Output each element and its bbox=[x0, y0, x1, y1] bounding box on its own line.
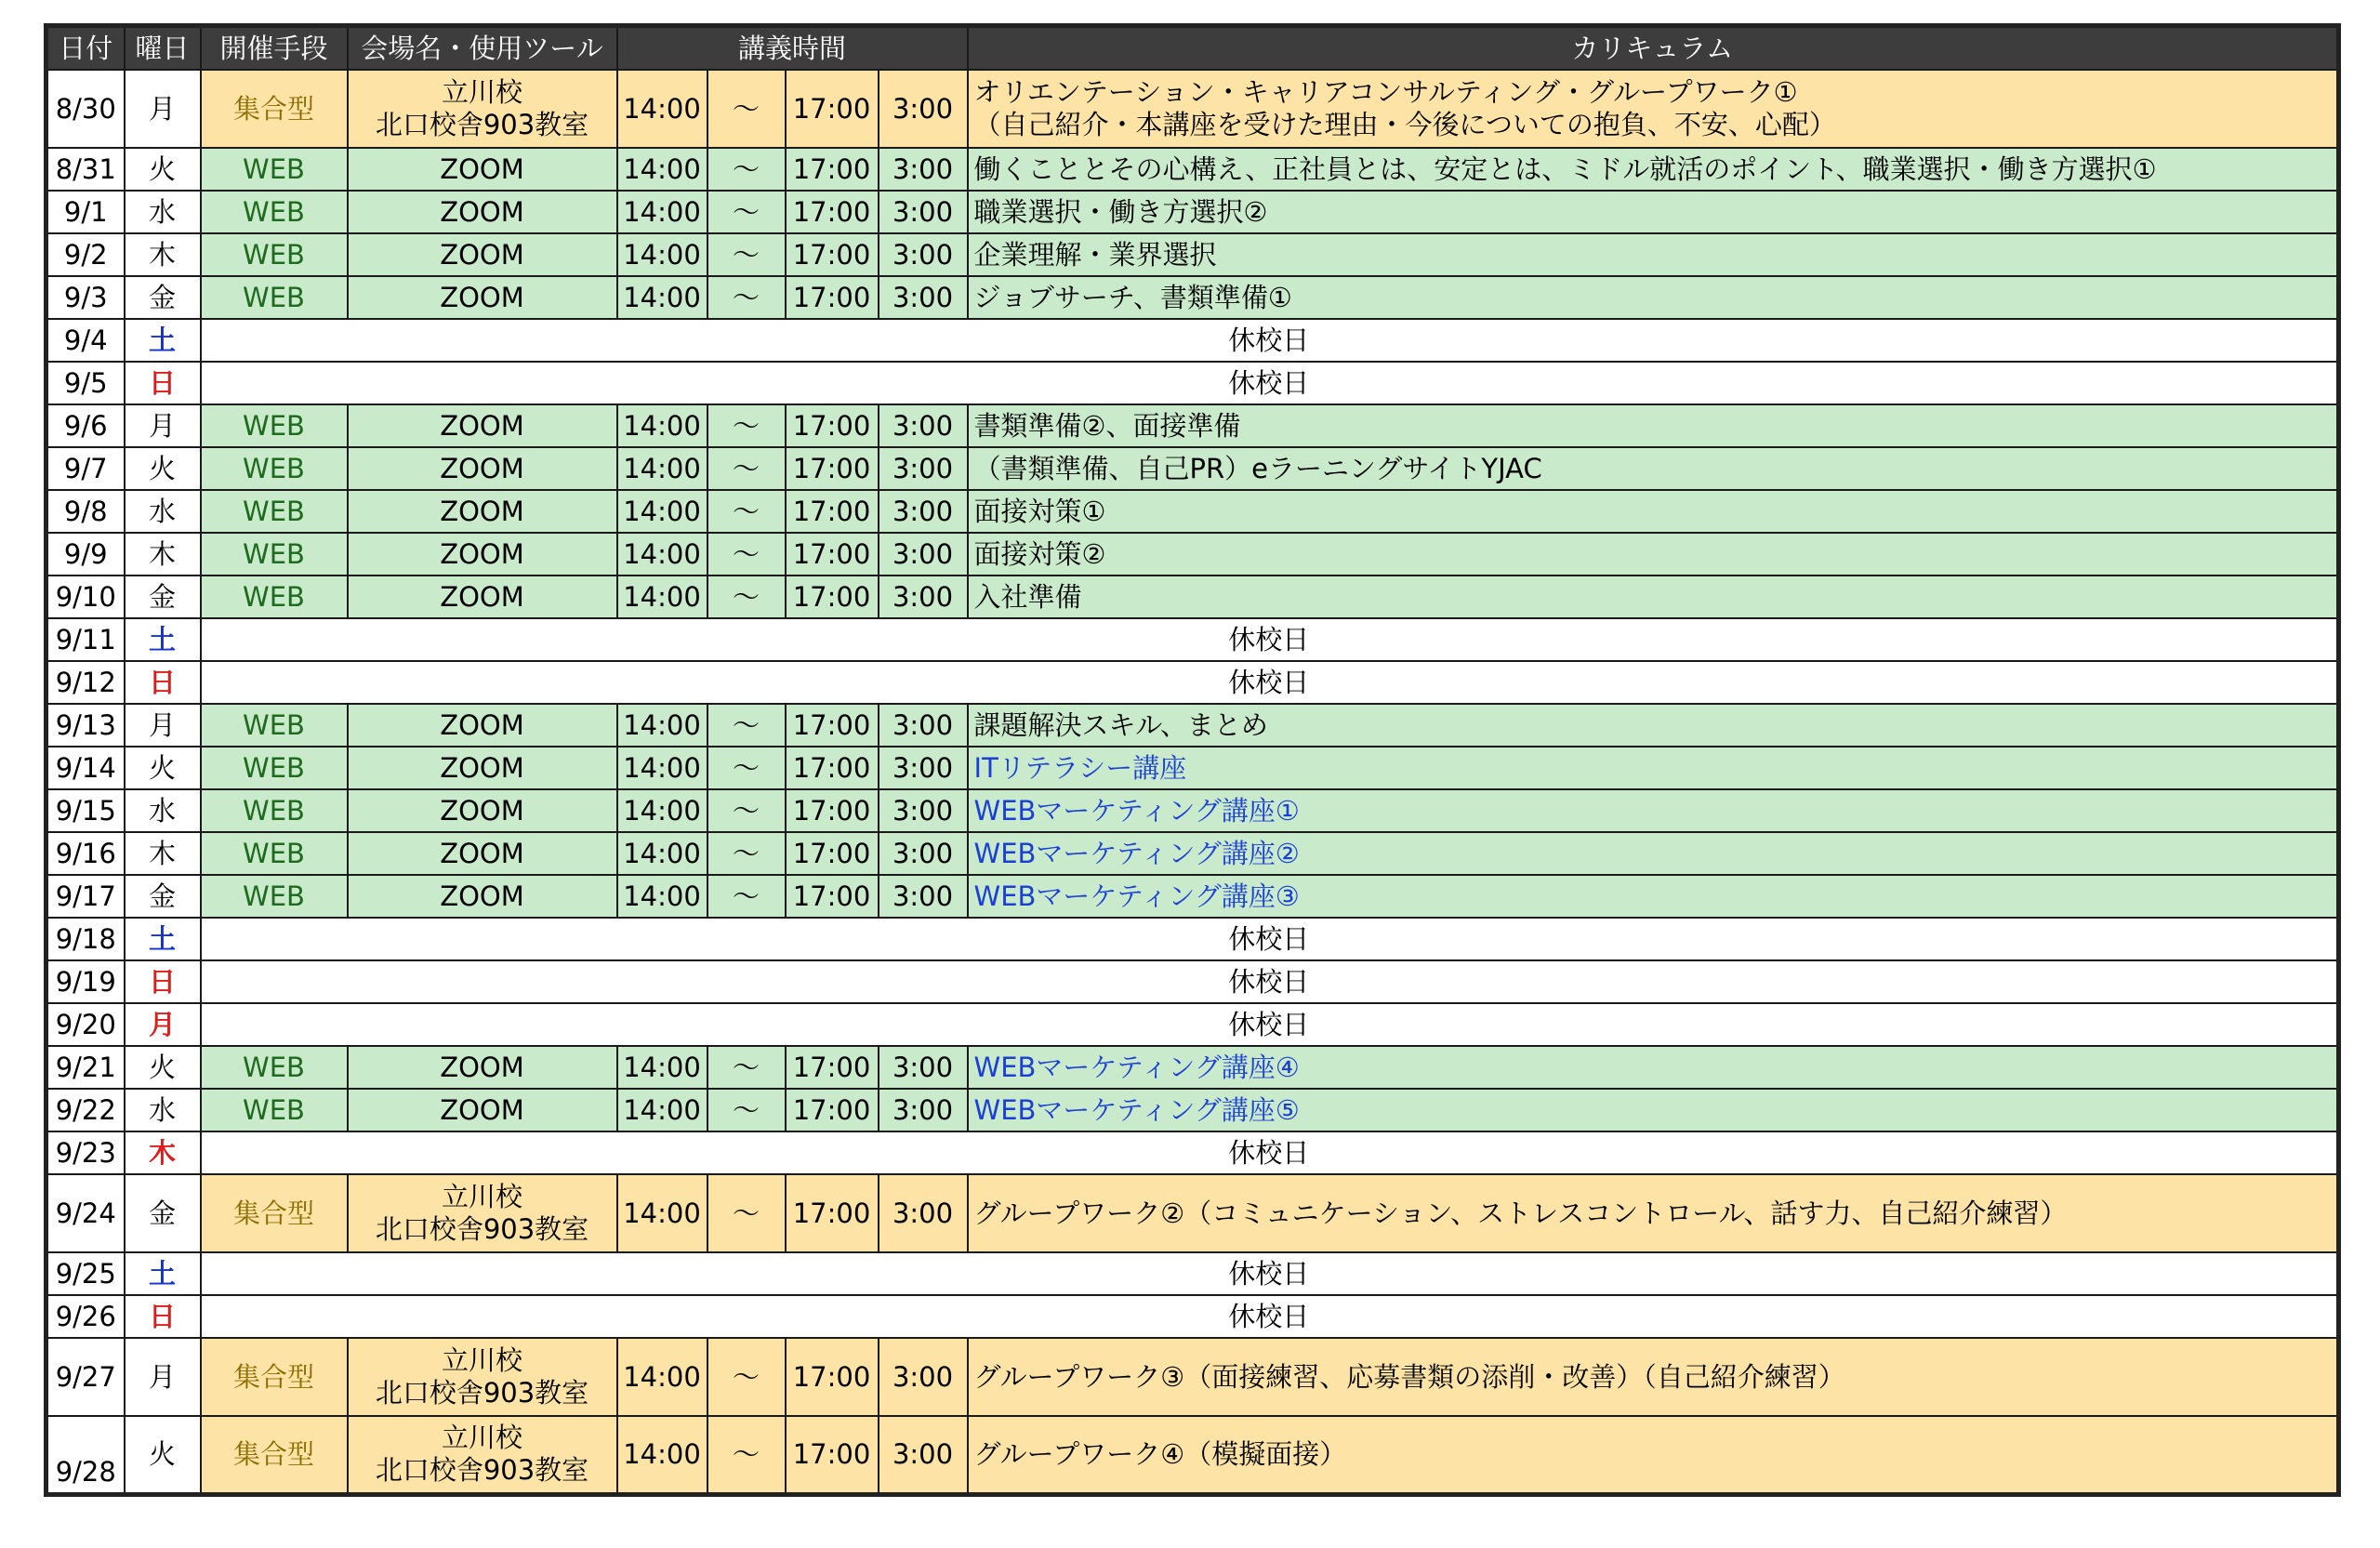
start-time-cell: 14:00 bbox=[617, 704, 707, 747]
start-time-cell: 14:00 bbox=[617, 533, 707, 576]
table-row bbox=[46, 148, 2339, 191]
day-cell: 木 bbox=[125, 832, 201, 875]
curriculum-cell bbox=[968, 70, 2339, 148]
table-row bbox=[46, 1416, 2339, 1494]
duration-cell: 3:00 bbox=[879, 490, 968, 533]
time-separator-cell: ～ bbox=[707, 1174, 786, 1252]
table-row bbox=[46, 319, 2339, 362]
method-cell: 集合型 bbox=[201, 1174, 348, 1252]
day-cell: 水 bbox=[125, 1089, 201, 1131]
end-time-cell: 17:00 bbox=[786, 1046, 879, 1089]
curriculum-line: 入社準備 bbox=[973, 580, 1082, 613]
method-cell: WEB bbox=[201, 447, 348, 490]
duration-cell: 3:00 bbox=[879, 576, 968, 618]
time-separator-cell: ～ bbox=[707, 148, 786, 191]
end-time-cell: 17:00 bbox=[786, 148, 879, 191]
duration-cell: 3:00 bbox=[879, 704, 968, 747]
venue-line: 北口校舎903教室 bbox=[375, 1454, 589, 1487]
curriculum-cell bbox=[968, 576, 2339, 618]
curriculum-cell bbox=[968, 1089, 2339, 1131]
venue-cell bbox=[348, 490, 617, 533]
table-row bbox=[46, 1174, 2339, 1252]
curriculum-cell bbox=[968, 490, 2339, 533]
date-cell: 9/22 bbox=[46, 1089, 125, 1131]
method-cell: WEB bbox=[201, 704, 348, 747]
method-cell: WEB bbox=[201, 789, 348, 832]
table-row bbox=[46, 618, 2339, 661]
table-row bbox=[46, 704, 2339, 747]
duration-cell: 3:00 bbox=[879, 1174, 968, 1252]
day-cell: 金 bbox=[125, 576, 201, 618]
duration-cell: 3:00 bbox=[879, 747, 968, 789]
venue-line: ZOOM bbox=[440, 537, 524, 570]
curriculum-cell bbox=[968, 404, 2339, 447]
holiday-cell: 休校日 bbox=[201, 918, 2339, 960]
end-time-cell: 17:00 bbox=[786, 490, 879, 533]
day-cell: 木 bbox=[125, 233, 201, 276]
end-time-cell: 17:00 bbox=[786, 1416, 879, 1494]
method-cell: WEB bbox=[201, 276, 348, 319]
curriculum-line: WEBマーケティング講座⑤ bbox=[973, 1093, 1300, 1126]
day-cell: 火 bbox=[125, 447, 201, 490]
venue-cell bbox=[348, 70, 617, 148]
venue-cell bbox=[348, 533, 617, 576]
date-cell: 9/14 bbox=[46, 747, 125, 789]
method-cell: WEB bbox=[201, 533, 348, 576]
duration-cell: 3:00 bbox=[879, 447, 968, 490]
table-row bbox=[46, 447, 2339, 490]
date-cell: 9/2 bbox=[46, 233, 125, 276]
end-time-cell: 17:00 bbox=[786, 875, 879, 918]
table-row bbox=[46, 661, 2339, 704]
venue-line: ZOOM bbox=[440, 1093, 524, 1126]
time-separator-cell: ～ bbox=[707, 576, 786, 618]
day-cell: 木 bbox=[125, 1131, 201, 1174]
venue-line: ZOOM bbox=[440, 238, 524, 271]
date-cell: 9/6 bbox=[46, 404, 125, 447]
end-time-cell: 17:00 bbox=[786, 233, 879, 276]
venue-line: ZOOM bbox=[440, 1051, 524, 1083]
start-time-cell: 14:00 bbox=[617, 490, 707, 533]
curriculum-cell bbox=[968, 148, 2339, 191]
method-cell: WEB bbox=[201, 832, 348, 875]
date-cell: 9/23 bbox=[46, 1131, 125, 1174]
date-cell: 9/13 bbox=[46, 704, 125, 747]
curriculum-cell bbox=[968, 1046, 2339, 1089]
venue-line: ZOOM bbox=[440, 580, 524, 613]
curriculum-cell bbox=[968, 747, 2339, 789]
curriculum-line: 職業選択・働き方選択② bbox=[973, 195, 1268, 228]
start-time-cell: 14:00 bbox=[617, 1338, 707, 1416]
table-row bbox=[46, 533, 2339, 576]
curriculum-cell bbox=[968, 832, 2339, 875]
day-cell: 日 bbox=[125, 661, 201, 704]
duration-cell: 3:00 bbox=[879, 233, 968, 276]
venue-cell bbox=[348, 747, 617, 789]
venue-line: ZOOM bbox=[440, 751, 524, 784]
curriculum-cell bbox=[968, 1174, 2339, 1252]
day-cell: 土 bbox=[125, 918, 201, 960]
curriculum-line: グループワーク③（面接練習、応募書類の添削・改善）（自己紹介練習） bbox=[973, 1360, 1845, 1393]
time-separator-cell: ～ bbox=[707, 747, 786, 789]
curriculum-cell bbox=[968, 276, 2339, 319]
curriculum-line: 面接対策① bbox=[973, 495, 1106, 527]
table-row bbox=[46, 960, 2339, 1003]
venue-line: ZOOM bbox=[440, 880, 524, 912]
end-time-cell: 17:00 bbox=[786, 447, 879, 490]
day-cell: 火 bbox=[125, 148, 201, 191]
curriculum-line: 面接対策② bbox=[973, 537, 1106, 570]
day-cell: 月 bbox=[125, 704, 201, 747]
table-row bbox=[46, 1252, 2339, 1295]
holiday-cell: 休校日 bbox=[201, 960, 2339, 1003]
curriculum-line: 書類準備②、面接準備 bbox=[973, 409, 1241, 442]
start-time-cell: 14:00 bbox=[617, 789, 707, 832]
method-cell: 集合型 bbox=[201, 1338, 348, 1416]
time-separator-cell: ～ bbox=[707, 704, 786, 747]
end-time-cell: 17:00 bbox=[786, 832, 879, 875]
start-time-cell: 14:00 bbox=[617, 276, 707, 319]
table-row bbox=[46, 404, 2339, 447]
table-row bbox=[46, 918, 2339, 960]
venue-line: ZOOM bbox=[440, 152, 524, 185]
method-cell: WEB bbox=[201, 747, 348, 789]
venue-cell bbox=[348, 576, 617, 618]
method-cell: WEB bbox=[201, 233, 348, 276]
day-cell: 月 bbox=[125, 1003, 201, 1046]
curriculum-cell bbox=[968, 447, 2339, 490]
schedule-body bbox=[46, 70, 2339, 1494]
method-cell: 集合型 bbox=[201, 70, 348, 148]
date-cell: 9/21 bbox=[46, 1046, 125, 1089]
day-cell: 月 bbox=[125, 404, 201, 447]
method-cell: 集合型 bbox=[201, 1416, 348, 1494]
header-curriculum: カリキュラム bbox=[968, 26, 2339, 71]
curriculum-line: ジョブサーチ、書類準備① bbox=[973, 281, 1292, 313]
table-row bbox=[46, 576, 2339, 618]
date-cell: 9/4 bbox=[46, 319, 125, 362]
day-cell: 火 bbox=[125, 747, 201, 789]
time-separator-cell: ～ bbox=[707, 533, 786, 576]
start-time-cell: 14:00 bbox=[617, 1174, 707, 1252]
end-time-cell: 17:00 bbox=[786, 576, 879, 618]
start-time-cell: 14:00 bbox=[617, 233, 707, 276]
holiday-cell: 休校日 bbox=[201, 319, 2339, 362]
method-cell: WEB bbox=[201, 191, 348, 233]
end-time-cell: 17:00 bbox=[786, 70, 879, 148]
curriculum-cell bbox=[968, 1416, 2339, 1494]
start-time-cell: 14:00 bbox=[617, 576, 707, 618]
method-cell: WEB bbox=[201, 490, 348, 533]
method-cell: WEB bbox=[201, 148, 348, 191]
date-cell: 9/15 bbox=[46, 789, 125, 832]
time-separator-cell: ～ bbox=[707, 233, 786, 276]
day-cell: 土 bbox=[125, 319, 201, 362]
date-cell: 9/1 bbox=[46, 191, 125, 233]
duration-cell: 3:00 bbox=[879, 1416, 968, 1494]
venue-line: ZOOM bbox=[440, 837, 524, 869]
day-cell: 土 bbox=[125, 1252, 201, 1295]
time-separator-cell: ～ bbox=[707, 276, 786, 319]
day-cell: 金 bbox=[125, 1174, 201, 1252]
holiday-cell: 休校日 bbox=[201, 362, 2339, 404]
venue-line: ZOOM bbox=[440, 409, 524, 442]
table-row bbox=[46, 1131, 2339, 1174]
end-time-cell: 17:00 bbox=[786, 191, 879, 233]
day-cell: 日 bbox=[125, 1295, 201, 1338]
venue-cell bbox=[348, 447, 617, 490]
holiday-cell: 休校日 bbox=[201, 1295, 2339, 1338]
method-cell: WEB bbox=[201, 1046, 348, 1089]
start-time-cell: 14:00 bbox=[617, 404, 707, 447]
venue-cell bbox=[348, 1174, 617, 1252]
time-separator-cell: ～ bbox=[707, 1338, 786, 1416]
time-separator-cell: ～ bbox=[707, 191, 786, 233]
holiday-cell: 休校日 bbox=[201, 1131, 2339, 1174]
venue-line: ZOOM bbox=[440, 281, 524, 313]
end-time-cell: 17:00 bbox=[786, 789, 879, 832]
date-cell: 9/25 bbox=[46, 1252, 125, 1295]
venue-line: 北口校舎903教室 bbox=[375, 1213, 589, 1245]
time-separator-cell: ～ bbox=[707, 490, 786, 533]
date-cell: 9/24 bbox=[46, 1174, 125, 1252]
duration-cell: 3:00 bbox=[879, 191, 968, 233]
duration-cell: 3:00 bbox=[879, 70, 968, 148]
header-date: 日付 bbox=[46, 26, 125, 71]
venue-line: 立川校 bbox=[441, 76, 522, 109]
curriculum-line: WEBマーケティング講座④ bbox=[973, 1051, 1300, 1083]
curriculum-cell bbox=[968, 704, 2339, 747]
day-cell: 土 bbox=[125, 618, 201, 661]
header-venue: 会場名・使用ツール bbox=[348, 26, 617, 71]
date-cell: 9/12 bbox=[46, 661, 125, 704]
end-time-cell: 17:00 bbox=[786, 533, 879, 576]
date-cell: 9/11 bbox=[46, 618, 125, 661]
duration-cell: 3:00 bbox=[879, 1338, 968, 1416]
date-cell: 9/20 bbox=[46, 1003, 125, 1046]
time-separator-cell: ～ bbox=[707, 70, 786, 148]
end-time-cell: 17:00 bbox=[786, 1174, 879, 1252]
day-cell: 水 bbox=[125, 789, 201, 832]
date-cell: 8/31 bbox=[46, 148, 125, 191]
holiday-cell: 休校日 bbox=[201, 661, 2339, 704]
curriculum-cell bbox=[968, 233, 2339, 276]
day-cell: 月 bbox=[125, 70, 201, 148]
curriculum-line: ITリテラシー講座 bbox=[973, 751, 1187, 784]
table-row bbox=[46, 490, 2339, 533]
curriculum-cell bbox=[968, 875, 2339, 918]
table-row bbox=[46, 875, 2339, 918]
holiday-cell: 休校日 bbox=[201, 618, 2339, 661]
curriculum-line: グループワーク④（模擬面接） bbox=[973, 1437, 1347, 1470]
day-cell: 日 bbox=[125, 362, 201, 404]
day-cell: 日 bbox=[125, 960, 201, 1003]
duration-cell: 3:00 bbox=[879, 832, 968, 875]
method-cell: WEB bbox=[201, 875, 348, 918]
end-time-cell: 17:00 bbox=[786, 1338, 879, 1416]
time-separator-cell: ～ bbox=[707, 447, 786, 490]
start-time-cell: 14:00 bbox=[617, 70, 707, 148]
schedule-table bbox=[44, 23, 2341, 1497]
table-row bbox=[46, 1295, 2339, 1338]
venue-cell bbox=[348, 704, 617, 747]
venue-cell bbox=[348, 148, 617, 191]
time-separator-cell: ～ bbox=[707, 789, 786, 832]
date-cell: 8/30 bbox=[46, 70, 125, 148]
header-time: 講義時間 bbox=[617, 26, 968, 71]
curriculum-line: WEBマーケティング講座② bbox=[973, 837, 1300, 869]
curriculum-line: （自己紹介・本講座を受けた理由・今後についての抱負、不安、心配） bbox=[973, 109, 1836, 140]
curriculum-line: WEBマーケティング講座③ bbox=[973, 880, 1300, 912]
date-cell: 9/8 bbox=[46, 490, 125, 533]
table-row bbox=[46, 1003, 2339, 1046]
day-cell: 金 bbox=[125, 276, 201, 319]
curriculum-cell bbox=[968, 1338, 2339, 1416]
day-cell: 金 bbox=[125, 875, 201, 918]
duration-cell: 3:00 bbox=[879, 1089, 968, 1131]
venue-line: ZOOM bbox=[440, 794, 524, 827]
date-cell: 9/10 bbox=[46, 576, 125, 618]
end-time-cell: 17:00 bbox=[786, 404, 879, 447]
time-separator-cell: ～ bbox=[707, 404, 786, 447]
curriculum-line: （書類準備、自己PR）eラーニングサイトYJAC bbox=[973, 452, 1542, 484]
date-cell: 9/18 bbox=[46, 918, 125, 960]
table-row bbox=[46, 832, 2339, 875]
end-time-cell: 17:00 bbox=[786, 1089, 879, 1131]
day-cell: 火 bbox=[125, 1046, 201, 1089]
venue-cell bbox=[348, 1089, 617, 1131]
date-cell: 9/7 bbox=[46, 447, 125, 490]
end-time-cell: 17:00 bbox=[786, 704, 879, 747]
start-time-cell: 14:00 bbox=[617, 1046, 707, 1089]
venue-cell bbox=[348, 875, 617, 918]
start-time-cell: 14:00 bbox=[617, 191, 707, 233]
venue-cell bbox=[348, 191, 617, 233]
date-cell: 9/9 bbox=[46, 533, 125, 576]
venue-cell bbox=[348, 276, 617, 319]
curriculum-cell bbox=[968, 789, 2339, 832]
method-cell: WEB bbox=[201, 404, 348, 447]
venue-line: 北口校舎903教室 bbox=[375, 109, 589, 140]
date-cell: 9/3 bbox=[46, 276, 125, 319]
header-day: 曜日 bbox=[125, 26, 201, 71]
start-time-cell: 14:00 bbox=[617, 1416, 707, 1494]
table-row bbox=[46, 1338, 2339, 1416]
date-cell: 9/19 bbox=[46, 960, 125, 1003]
duration-cell: 3:00 bbox=[879, 148, 968, 191]
time-separator-cell: ～ bbox=[707, 875, 786, 918]
curriculum-cell bbox=[968, 533, 2339, 576]
date-cell: 9/17 bbox=[46, 875, 125, 918]
curriculum-cell bbox=[968, 191, 2339, 233]
day-cell: 水 bbox=[125, 191, 201, 233]
day-cell: 火 bbox=[125, 1416, 201, 1494]
time-separator-cell: ～ bbox=[707, 1046, 786, 1089]
time-separator-cell: ～ bbox=[707, 832, 786, 875]
venue-line: ZOOM bbox=[440, 195, 524, 228]
table-row bbox=[46, 1089, 2339, 1131]
date-cell: 9/28 bbox=[46, 1416, 125, 1494]
venue-line: 北口校舎903教室 bbox=[375, 1377, 589, 1409]
duration-cell: 3:00 bbox=[879, 404, 968, 447]
curriculum-line: 企業理解・業界選択 bbox=[973, 238, 1217, 271]
venue-line: 立川校 bbox=[441, 1422, 522, 1454]
start-time-cell: 14:00 bbox=[617, 875, 707, 918]
venue-line: ZOOM bbox=[440, 452, 524, 484]
table-row bbox=[46, 70, 2339, 148]
start-time-cell: 14:00 bbox=[617, 832, 707, 875]
day-cell: 木 bbox=[125, 533, 201, 576]
curriculum-line: WEBマーケティング講座① bbox=[973, 794, 1300, 827]
duration-cell: 3:00 bbox=[879, 789, 968, 832]
table-row bbox=[46, 1046, 2339, 1089]
holiday-cell: 休校日 bbox=[201, 1252, 2339, 1295]
method-cell: WEB bbox=[201, 576, 348, 618]
venue-line: ZOOM bbox=[440, 708, 524, 741]
date-cell: 9/16 bbox=[46, 832, 125, 875]
venue-line: ZOOM bbox=[440, 495, 524, 527]
day-cell: 月 bbox=[125, 1338, 201, 1416]
header-row bbox=[46, 26, 2339, 71]
date-cell: 9/27 bbox=[46, 1338, 125, 1416]
table-row bbox=[46, 233, 2339, 276]
venue-line: 立川校 bbox=[441, 1344, 522, 1377]
method-cell: WEB bbox=[201, 1089, 348, 1131]
venue-cell bbox=[348, 404, 617, 447]
table-row bbox=[46, 362, 2339, 404]
schedule-table-container bbox=[44, 23, 2336, 1497]
start-time-cell: 14:00 bbox=[617, 747, 707, 789]
curriculum-line: 課題解決スキル、まとめ bbox=[973, 708, 1268, 741]
table-row bbox=[46, 191, 2339, 233]
venue-cell bbox=[348, 233, 617, 276]
duration-cell: 3:00 bbox=[879, 533, 968, 576]
duration-cell: 3:00 bbox=[879, 276, 968, 319]
start-time-cell: 14:00 bbox=[617, 148, 707, 191]
venue-cell bbox=[348, 1416, 617, 1494]
table-row bbox=[46, 747, 2339, 789]
table-row bbox=[46, 789, 2339, 832]
holiday-cell: 休校日 bbox=[201, 1003, 2339, 1046]
duration-cell: 3:00 bbox=[879, 875, 968, 918]
curriculum-line: 働くこととその心構え、正社員とは、安定とは、ミドル就活のポイント、職業選択・働き方選択① bbox=[973, 152, 2157, 185]
venue-cell bbox=[348, 1338, 617, 1416]
day-cell: 水 bbox=[125, 490, 201, 533]
venue-line: 立川校 bbox=[441, 1181, 522, 1213]
end-time-cell: 17:00 bbox=[786, 747, 879, 789]
start-time-cell: 14:00 bbox=[617, 447, 707, 490]
venue-cell bbox=[348, 789, 617, 832]
curriculum-line: オリエンテーション・キャリアコンサルティング・グループワーク① bbox=[973, 76, 1798, 109]
start-time-cell: 14:00 bbox=[617, 1089, 707, 1131]
duration-cell: 3:00 bbox=[879, 1046, 968, 1089]
date-cell: 9/26 bbox=[46, 1295, 125, 1338]
curriculum-line: グループワーク②（コミュニケーション、ストレスコントロール、話す力、自己紹介練習） bbox=[973, 1197, 2068, 1229]
table-row bbox=[46, 276, 2339, 319]
header-method: 開催手段 bbox=[201, 26, 348, 71]
end-time-cell: 17:00 bbox=[786, 276, 879, 319]
date-cell: 9/5 bbox=[46, 362, 125, 404]
time-separator-cell: ～ bbox=[707, 1089, 786, 1131]
time-separator-cell: ～ bbox=[707, 1416, 786, 1494]
venue-cell bbox=[348, 1046, 617, 1089]
venue-cell bbox=[348, 832, 617, 875]
